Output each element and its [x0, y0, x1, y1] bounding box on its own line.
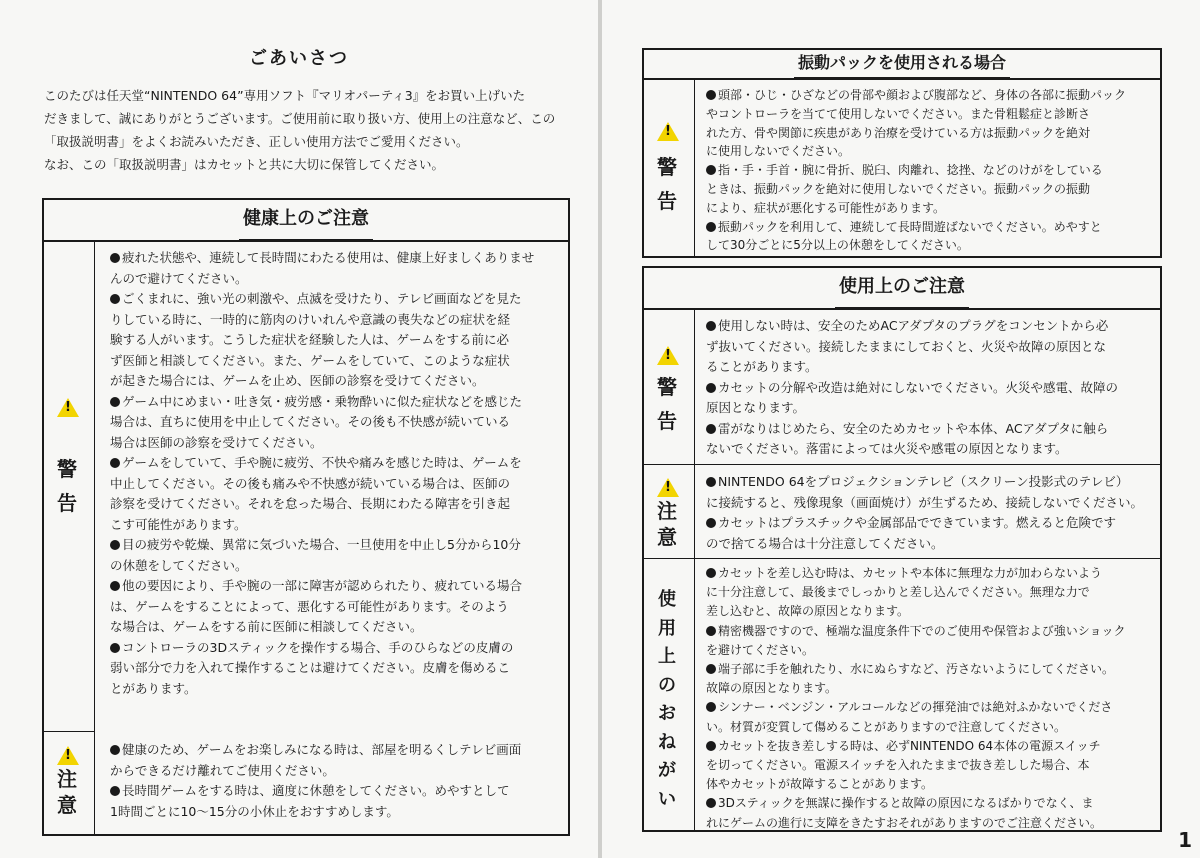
bullet-icon — [706, 518, 716, 528]
notice-item-text: して30分ごとに5分以上の休憩をしてください。 — [706, 238, 969, 253]
usage-request-items — [706, 564, 1156, 833]
notice-item — [110, 248, 566, 289]
notice-item-text: が起きた場合には、ゲームを止め、医師の診察を受けてください。 — [110, 373, 485, 388]
usage-warning-label: 警 告 — [657, 375, 677, 433]
notice-item-text: やコントローラを当てて使用しないでください。また骨粗鬆症と診断さ — [706, 106, 1091, 121]
notice-item-text: を切ってください。電源スイッチを入れたままで抜き差しした場合、本 — [706, 758, 1090, 773]
usage-section-divider — [644, 558, 1160, 559]
warning-icon — [657, 122, 679, 141]
usage-request-label: 使 用 上 の お ね が い — [658, 589, 676, 810]
bullet-icon — [110, 581, 120, 591]
bullet-icon — [706, 383, 716, 393]
bullet-icon — [110, 540, 120, 550]
usage-section-divider — [644, 464, 1160, 465]
notice-item — [706, 161, 1156, 217]
notice-item — [706, 622, 1156, 660]
notice-item-text: の休憩をしてください。 — [110, 557, 248, 573]
health-label-column — [44, 240, 95, 834]
notice-item — [706, 218, 1156, 256]
notice-item — [706, 564, 1156, 622]
bullet-icon — [110, 745, 120, 755]
health-warning-items — [110, 248, 566, 699]
notice-item-text: りしている時に、一時的に筋肉のけいれんや意識の喪失などの症状を経 — [110, 311, 511, 327]
bullet-icon — [706, 798, 716, 808]
health-notice-box — [42, 198, 570, 836]
rumble-warning-label: 警 告 — [657, 155, 677, 213]
notice-item-text: 疲れた状態や、連続して長時間にわたる使用は、健康上好ましくありませ — [122, 250, 535, 265]
notice-item-text: れた方、骨や関節に疾患があり治療を受けている方は振動パックを絶対 — [706, 125, 1091, 140]
health-caution-items — [110, 740, 566, 822]
notice-item — [706, 698, 1156, 736]
bullet-icon — [110, 253, 120, 263]
health-notice-title: 健康上のご注意 — [239, 200, 373, 241]
notice-item-text: とがあります。 — [110, 680, 197, 696]
notice-item-text: 1時間ごとに10〜15分の小休止をおすすめします。 — [110, 803, 399, 819]
notice-item — [706, 419, 1156, 460]
notice-item — [110, 453, 566, 535]
usage-notice-box — [642, 266, 1162, 832]
rumble-warning-items — [706, 86, 1156, 255]
notice-item-text: は、ゲームをすることによって、悪化する可能性があります。そのよう — [110, 598, 509, 614]
notice-item-text: ごくまれに、強い光の刺激や、点滅を受けたり、テレビ画面などを見た — [122, 291, 522, 306]
bullet-icon — [110, 458, 120, 468]
health-section-divider — [44, 731, 94, 732]
notice-item-text: 端子部に手を触れたり、水にぬらすなど、汚さないようにしてください。 — [718, 662, 1115, 677]
notice-item-text: 験する人がいます。こうした症状を経験した人は、ゲームをする前に必 — [110, 332, 510, 347]
notice-item-text: により、症状が悪化する可能性があります。 — [706, 200, 946, 215]
notice-item-text: 診察を受けてください。それを怠った場合、長期にわたる障害を引き起 — [110, 496, 511, 511]
bullet-icon — [706, 90, 716, 100]
rumble-pak-box — [642, 48, 1162, 258]
notice-item — [706, 513, 1156, 554]
notice-item-text: ることがあります。 — [706, 359, 818, 374]
notice-item — [110, 535, 566, 576]
notice-item-text: からできるだけ離れてご使用ください。 — [110, 762, 335, 778]
notice-item-text: 使用しない時は、安全のためACアダプタのプラグをコンセントから必 — [718, 318, 1109, 333]
notice-item-text: コントローラの3Dスティックを操作する場合、手のひらなどの皮膚の — [122, 639, 514, 655]
notice-item-text: ゲームをしていて、手や腕に疲労、不快や痛みを感じた時は、ゲームを — [122, 455, 522, 470]
bullet-icon — [706, 424, 716, 434]
notice-item-text: ず抜いてください。接続したままにしておくと、火災や故障の原因とな — [706, 338, 1107, 354]
notice-item — [706, 378, 1156, 419]
usage-notice-title: 使用上のご注意 — [835, 268, 969, 309]
notice-item-text: んので避けてください。 — [110, 270, 248, 286]
notice-item — [110, 576, 566, 638]
health-warning-label: 警 告 — [57, 457, 77, 515]
health-caution-label: 注 意 — [57, 767, 77, 817]
notice-item-text: ので捨てる場合は十分注意してください。 — [706, 535, 944, 551]
bullet-icon — [110, 397, 120, 407]
caution-icon — [657, 478, 679, 497]
caution-icon — [57, 746, 79, 765]
bullet-icon — [110, 643, 120, 653]
notice-item-text: カセットを抜き差しする時は、必ずNINTENDO 64本体の電源スイッチ — [718, 738, 1101, 753]
usage-notice-header — [644, 268, 1160, 310]
notice-item-text: 精密機器ですので、極端な温度条件下でのご使用や保管および強いショック — [718, 623, 1126, 638]
notice-item-text: い。材質が変質して傷めることがありますので注意してください。 — [706, 719, 1067, 734]
notice-item-text: 頭部・ひじ・ひざなどの骨部や顔および腹部など、身体の各部に振動パック — [718, 88, 1127, 102]
notice-item-text: 弱い部分で力を入れて操作することは避けてください。皮膚を傷めるこ — [110, 660, 511, 675]
notice-item — [706, 86, 1156, 161]
notice-item — [706, 472, 1156, 513]
bullet-icon — [110, 786, 120, 796]
warning-icon — [57, 398, 79, 417]
bullet-icon — [110, 294, 120, 304]
bullet-icon — [706, 626, 716, 636]
notice-item-text: に十分注意して、最後までしっかりと差し込んでください。無理な力で — [706, 585, 1090, 600]
greeting-line: このたびは任天堂“NINTENDO 64”専用ソフト『マリオパーティ3』をお買い上げいた — [44, 88, 526, 103]
notice-item — [110, 289, 566, 392]
notice-item-text: れにゲームの進行に支障をきたすおそれがありますのでご注意ください。 — [706, 815, 1103, 830]
notice-item-text: を避けてください。 — [706, 642, 815, 657]
notice-item — [110, 781, 566, 822]
bullet-icon — [706, 741, 716, 751]
bullet-icon — [706, 321, 716, 331]
notice-item-text: に使用しないでください。 — [706, 144, 851, 159]
greeting-line: 「取扱説明書」をよくお読みいただき、正しい使用方法でご愛用ください。 — [44, 134, 469, 149]
notice-item — [110, 638, 566, 700]
notice-item-text: 雷がなりはじめたら、安全のためカセットや本体、ACアダプタに触ら — [718, 420, 1109, 436]
notice-item — [110, 392, 566, 454]
notice-item-text: ときは、振動パックを絶対に使用しないでください。振動パックの振動 — [706, 181, 1091, 196]
health-notice-header — [44, 200, 568, 242]
notice-item-text: こす可能性があります。 — [110, 516, 247, 532]
notice-item-text: 指・手・手首・腕に骨折、脱臼、肉離れ、捻挫、などのけがをしている — [718, 163, 1103, 178]
notice-item — [706, 737, 1156, 795]
rumble-pak-header — [644, 50, 1160, 80]
notice-item-text: カセットはプラスチックや金属部品でできています。燃えると危険です — [718, 515, 1117, 530]
notice-item-text: シンナー・ベンジン・アルコールなどの揮発油では絶対ふかないでくださ — [718, 700, 1113, 715]
notice-item-text: 場合は、直ちに使用を中止してください。その後も不快感が続いている — [110, 414, 511, 429]
notice-item-text: 場合は医師の診察を受けてください。 — [110, 434, 323, 450]
notice-item — [110, 740, 566, 781]
greeting-line: なお、この「取扱説明書」はカセットと共に大切に保管してください。 — [44, 157, 445, 172]
bullet-icon — [706, 165, 716, 175]
notice-item-text: カセットを差し込む時は、カセットや本体に無理な力が加わらないよう — [718, 566, 1103, 580]
bullet-icon — [706, 664, 716, 674]
notice-item-text: 健康のため、ゲームをお楽しみになる時は、部屋を明るくしテレビ画面 — [122, 742, 522, 757]
notice-item-text: カセットの分解や改造は絶対にしないでください。火災や感電、故障の — [718, 379, 1119, 395]
greeting-title: ごあいさつ — [249, 48, 349, 69]
notice-item-text: 差し込むと、故障の原因となります。 — [706, 604, 910, 619]
usage-caution-items — [706, 472, 1156, 554]
notice-item-text: な場合は、ゲームをする前に医師に相談してください。 — [110, 619, 423, 634]
notice-item-text: 目の疲労や乾燥、異常に気づいた場合、一旦使用を中止し5分から10分 — [122, 537, 521, 552]
notice-item-text: ゲーム中にめまい・吐き気・疲労感・乗物酔いに似た症状などを感じた — [122, 393, 523, 409]
notice-item-text: ないでください。落雷によっては火災や感電の原因となります。 — [706, 441, 1068, 456]
bullet-icon — [706, 222, 716, 232]
warning-icon — [657, 346, 679, 365]
bullet-icon — [706, 702, 716, 712]
notice-item-text: ず医師と相談してください。また、ゲームをしていて、このような症状 — [110, 352, 510, 368]
notice-item-text: 他の要因により、手や腕の一部に障害が認められたり、疲れている場合 — [122, 578, 523, 593]
greeting-body — [44, 84, 564, 176]
usage-caution-label: 注 意 — [657, 499, 677, 549]
greeting-line: だきまして、誠にありがとうございます。ご使用前に取り扱い方、使用上の注意など、この — [44, 111, 556, 126]
bullet-icon — [706, 477, 716, 487]
left-page — [0, 0, 598, 858]
notice-item-text: 長時間ゲームをする時は、適度に休憩をしてください。めやすとして — [122, 783, 510, 798]
notice-item — [706, 794, 1156, 832]
rumble-pak-title: 振動パックを使用される場合 — [794, 50, 1010, 79]
right-page — [602, 0, 1200, 858]
notice-item-text: 振動パックを利用して、連続して長時間遊ばないでください。めやすと — [718, 219, 1102, 234]
notice-item — [706, 660, 1156, 698]
notice-item-text: 原因となります。 — [706, 400, 806, 415]
usage-warning-items — [706, 316, 1156, 460]
notice-item-text: NINTENDO 64をプロジェクションテレビ（スクリーン投影式のテレビ） — [718, 474, 1129, 489]
notice-item — [706, 316, 1156, 378]
bullet-icon — [706, 568, 716, 578]
notice-item-text: に接続すると、残像現象（画面焼け）が生ずるため、接続しないでください。 — [706, 494, 1144, 510]
notice-item-text: 体やカセットが故障することがあります。 — [706, 777, 934, 792]
notice-item-text: 故障の原因となります。 — [706, 681, 838, 696]
notice-item-text: 3Dスティックを無謀に操作すると故障の原因になるばかりでなく、ま — [718, 796, 1094, 811]
page-number: 1 — [1178, 828, 1192, 852]
notice-item-text: 中止してください。その後も痛みや不快感が続いている場合は、医師の — [110, 475, 511, 491]
